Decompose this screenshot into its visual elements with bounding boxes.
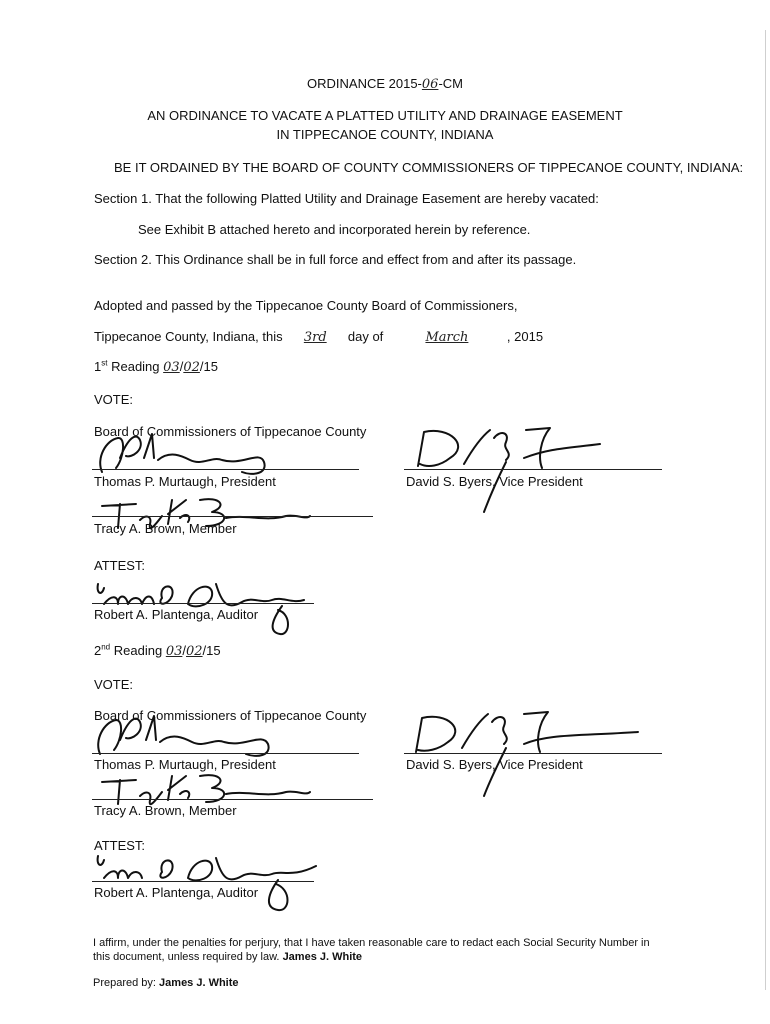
second-reading-month: 03 xyxy=(165,644,183,659)
president-name-2: Thomas P. Murtaugh, President xyxy=(94,757,276,772)
ordinance-title: ORDINANCE 2015-06-CM xyxy=(307,76,463,92)
byers-signature-1 xyxy=(410,418,620,518)
first-reading: 1st Reading 03/02/15 xyxy=(94,358,218,375)
vice-president-name-1: David S. Byers, Vice President xyxy=(406,474,583,489)
ordinance-heading-line1: AN ORDINANCE TO VACATE A PLATTED UTILITY AND DRAINAGE EASEMENT xyxy=(147,108,623,123)
section-1: Section 1. That the following Platted Utility and Drainage Easement are hereby vacated: xyxy=(94,191,599,206)
auditor-sign-line-2 xyxy=(92,881,314,882)
murtaugh-signature-1 xyxy=(92,428,282,480)
prepared-by: Prepared by: James J. White xyxy=(93,977,239,989)
second-reading-day: 02 xyxy=(186,644,203,659)
adoption-date: Tippecanoe County, Indiana, this 3rd day of March , 2015 xyxy=(94,329,544,345)
president-sign-line-1 xyxy=(92,469,359,470)
murtaugh-signature-2 xyxy=(92,708,292,764)
scan-edge-line xyxy=(765,30,766,990)
plantenga-signature-2 xyxy=(92,846,332,918)
first-reading-month: 03 xyxy=(163,360,180,375)
president-sign-line-2 xyxy=(92,753,359,754)
adopted-statement: Adopted and passed by the Tippecanoe County Board of Commissioners, xyxy=(94,298,518,313)
first-reading-day: 02 xyxy=(183,360,200,375)
president-name-1: Thomas P. Murtaugh, President xyxy=(94,474,276,489)
vice-president-name-2: David S. Byers, Vice President xyxy=(406,757,583,772)
second-vote-label: VOTE: xyxy=(94,677,134,692)
prepared-by-name: James J. White xyxy=(159,977,239,989)
affirmation-line2: this document, unless required by law. James J. White xyxy=(93,951,363,963)
first-vote-label: VOTE: xyxy=(94,392,134,407)
member-name-1: Tracy A. Brown, Member xyxy=(94,521,237,536)
auditor-name-2: Robert A. Plantenga, Auditor xyxy=(94,885,259,900)
section-2: Section 2. This Ordinance shall be in full force and effect from and after its passage. xyxy=(94,252,577,267)
second-board-label: Board of Commissioners of Tippecanoe County xyxy=(94,708,367,723)
auditor-name-1: Robert A. Plantenga, Auditor xyxy=(94,607,259,622)
auditor-sign-line-1 xyxy=(92,603,314,604)
first-board-label: Board of Commissioners of Tippecanoe County xyxy=(94,424,367,439)
member-sign-line-2 xyxy=(92,799,373,800)
exhibit-reference: See Exhibit B attached hereto and incorporated herein by reference. xyxy=(138,222,531,237)
ordinance-heading-line2: IN TIPPECANOE COUNTY, INDIANA xyxy=(276,127,494,142)
vice-president-sign-line-2 xyxy=(404,753,662,754)
date-month-handwritten: March xyxy=(425,330,469,345)
date-day-handwritten: 3rd xyxy=(303,330,327,345)
member-sign-line-1 xyxy=(92,516,373,517)
ordain-clause: BE IT ORDAINED BY THE BOARD OF COUNTY COMMISSIONERS OF TIPPECANOE COUNTY, INDIANA: xyxy=(114,160,744,175)
byers-signature-2 xyxy=(408,700,648,800)
ordinance-number-handwritten: 06 xyxy=(421,77,439,92)
member-name-2: Tracy A. Brown, Member xyxy=(94,803,237,818)
affirmation-line1: I affirm, under the penalties for perjury, that I have taken reasonable care to redact each Social Security Number in xyxy=(93,937,650,949)
affirmation-name: James J. White xyxy=(282,951,363,963)
second-reading: 2nd Reading 03/02/15 xyxy=(94,642,221,659)
first-attest-label: ATTEST: xyxy=(94,558,146,573)
vice-president-sign-line-1 xyxy=(404,469,662,470)
second-attest-label: ATTEST: xyxy=(94,838,146,853)
